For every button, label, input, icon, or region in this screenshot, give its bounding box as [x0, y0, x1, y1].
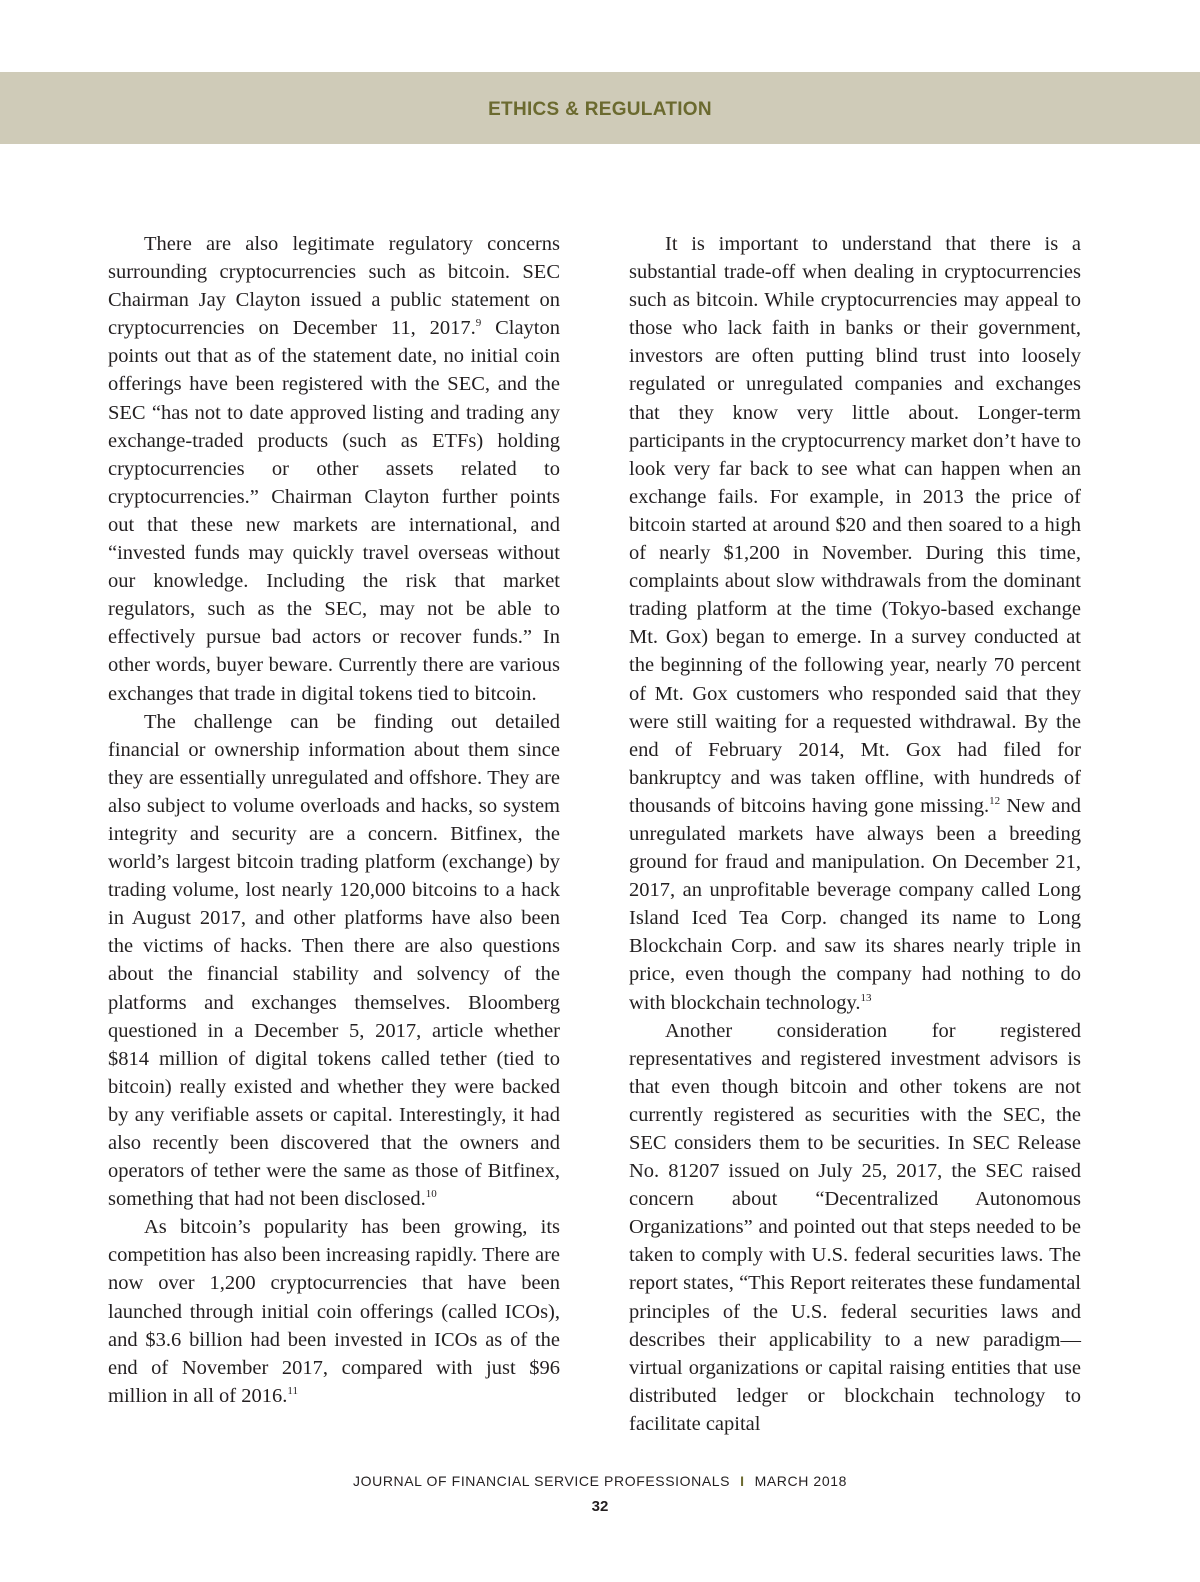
paragraph-text: It is important to understand that there is a substantial trade-off when dealing in cryptocurrencies such as bitcoin. While cryptocurrencies may appeal to those who lack faith in banks or their government, investors are often putting blind trust into loosely regulated or unregulated companies and exchanges that they know very little about. Longer-term participants in the cryptocurrency market don’t have to look very far back to see what can happen when an exchange fails. For example, in 2013 the price of bitcoin started at around $20 and then soared to a high of nearly $1,200 in November. During this time, complaints about slow withdrawals from the dominant trading platform at the time (Tokyo-based exchange Mt. Gox) began to emerge. In a survey conducted at the beginning of the following year, nearly 70 percent of Mt. Gox customers who responded said that they were still waiting for a requested withdrawal. By the end of February 2014, Mt. Gox had filed for bankruptcy and was taken offline, with hundreds of thousands of bitcoins having gone missing.: [629, 233, 1081, 817]
section-title: ETHICS & REGULATION: [488, 99, 712, 120]
section-header-band: [0, 72, 1200, 144]
paragraph: [108, 1213, 560, 1410]
right-column: [629, 230, 1081, 1438]
paragraph-text: The challenge can be finding out detailed financial or ownership information about them since they are essentially unregulated and offshore. They are also subject to volume overloads and hacks, so system integrity and security are a concern. Bitfinex, the world’s largest bitcoin trading platform (exchange) by trading volume, lost nearly 120,000 bitcoins to a hack in August 2017, and other platforms have also been the victims of hacks. Then there are also questions about the financial stability and solvency of the platforms and exchanges themselves. Bloomberg questioned in a December 5, 2017, article whether $814 million of digital tokens called tether (tied to bitcoin) really existed and whether they were backed by any verifiable assets or capital. Interestingly, it had also recently been discovered that the owners and operators of tether were the same as those of Bitfinex, something that had not been disclosed.: [108, 710, 560, 1211]
journal-name: JOURNAL OF FINANCIAL SERVICE PROFESSIONALS: [353, 1473, 731, 1489]
footnote-ref: 13: [860, 991, 872, 1004]
footnote-ref: 11: [287, 1384, 298, 1397]
footer-separator: I: [740, 1473, 745, 1489]
paragraph: [629, 1017, 1081, 1438]
paragraph-text: As bitcoin’s popularity has been growing, its competition has also been increasing rapidly. There are now over 1,200 cryptocurrencies that have been launched through initial coin offerings (called ICOs), and $3.6 billion had been invested in ICOs as of the end of November 2017, compared with just $96 million in all of 2016.: [108, 1216, 560, 1407]
paragraph-text: New and unregulated markets have always been a breeding ground for fraud and manipulation. On December 21, 2017, an unprofitable beverage company called Long Island Iced Tea Corp. changed its name to Long Blockchain Corp. and saw its shares nearly triple in price, even though the company had nothing to do with blockchain technology.: [629, 794, 1081, 1014]
footnote-ref: 10: [425, 1188, 437, 1201]
paragraph-text: Another consideration for registered representatives and registered investment advisors is that even though bitcoin and other tokens are not currently registered as securities with the SEC, the SEC considers them to be securities. In SEC Release No. 81207 issued on July 25, 2017, the SEC raised concern about “Decentralized Autonomous Organizations” and pointed out that steps needed to be taken to comply with U.S. federal securities laws. The report states, “This Report reiterates these fundamental principles of the U.S. federal securities laws and describes their applicability to a new paradigm—virtual organizations or capital raising entities that use distributed ledger or blockchain technology to facilitate capital: [629, 1019, 1081, 1435]
issue-date: MARCH 2018: [754, 1473, 847, 1489]
page-number: 32: [591, 1498, 609, 1515]
footer: [0, 1473, 1200, 1489]
paragraph: [108, 708, 560, 1214]
paragraph: [108, 230, 560, 708]
paragraph-text: There are also legitimate regulatory concerns surrounding cryptocurrencies such as bitcoin. SEC Chairman Jay Clayton issued a public statement on cryptocurrencies on December 11, 2017.: [108, 233, 560, 340]
paragraph: [629, 230, 1081, 1017]
left-column: [108, 230, 560, 1410]
paragraph-text: Clayton points out that as of the statement date, no initial coin offerings have been registered with the SEC, and the SEC “has not to date approved listing and trading any exchange-traded products (such as ETFs) holding cryptocurrencies or other assets related to cryptocurrencies.” Chairman Clayton further points out that these new markets are international, and “invested funds may quickly travel overseas without our knowledge. Including the risk that market regulators, such as the SEC, may not be able to effectively pursue bad actors or recover funds.” In other words, buyer beware. Currently there are various exchanges that trade in digital tokens tied to bitcoin.: [108, 317, 560, 705]
footnote-ref: 12: [989, 794, 1001, 807]
footnote-ref: 9: [475, 317, 482, 330]
